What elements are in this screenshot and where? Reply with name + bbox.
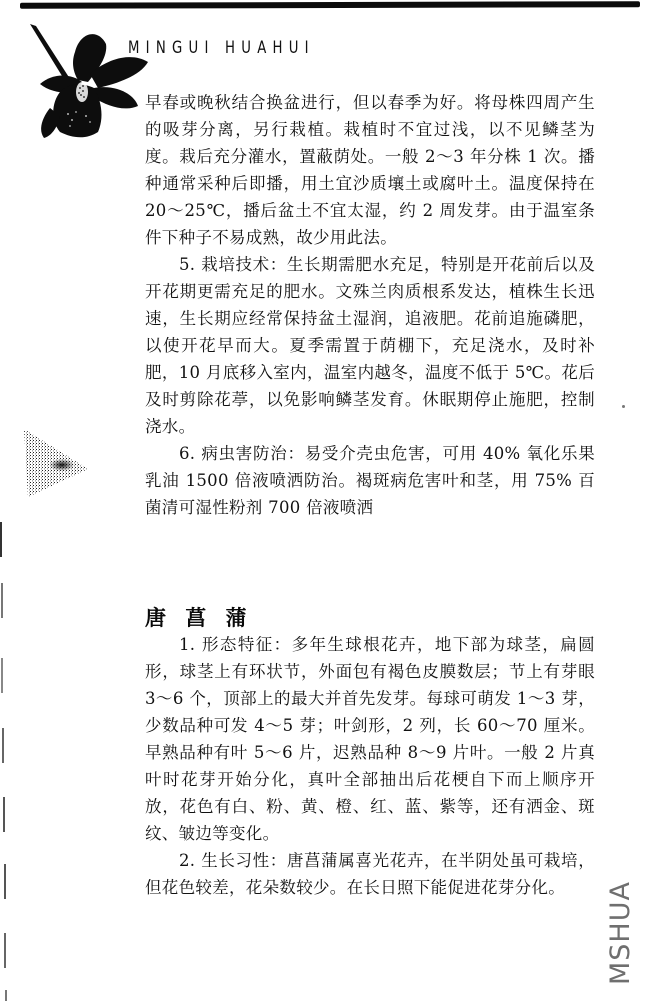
binding-edge-marks — [0, 500, 12, 1001]
paragraph-propagation: 早春或晚秋结合换盆进行，但以春季为好。将母株四周产生的吸芽分离，另行栽植。栽植时不宜过浅，以不见鳞茎为度。栽后充分灌水，置蔽荫处。一般 2～3 年分株 1 次。播种通常采种后即播，用土宜沙质壤土或腐叶土。温度保持在 20～25℃，播后盆土不宜太湿，约 2 周发芽。由于温室条件下种子不易成熟，故少用此法。 — [145, 93, 595, 247]
gladiolus-section-body — [145, 631, 595, 901]
edge-mark — [4, 864, 6, 899]
dithered-triangle-ornament-icon — [18, 425, 93, 500]
previous-section-body — [145, 89, 595, 521]
scan-speck — [622, 405, 625, 408]
paragraph-cultivation: 5. 栽培技术：生长期需肥水充足，特别是开花前后以及开花期更需充足的肥水。文殊兰肉质根系发达，植株生长迅速，生长期应经常保持盆土湿润，追液肥。花前追施磷肥，以使开花早而大。夏季需置于荫棚下，充足浇水，及时补肥，10 月底移入室内，温室内越冬，温度不低于 5℃。花后及时剪除花葶，以免影响鳞茎发育。休眠期停止施肥，控制浇水。 — [145, 255, 595, 436]
section-title-gladiolus: 唐 菖 蒲 — [145, 605, 253, 630]
edge-mark — [3, 797, 5, 832]
running-head-title: MINGUI HUAHUI — [128, 38, 315, 58]
edge-mark — [4, 933, 6, 968]
edge-mark — [2, 728, 4, 763]
paragraph-morphology: 1. 形态特征：多年生球根花卉，地下部为球茎，扁圆形，球茎上有环状节，外面包有褐色皮膜数层；节上有芽眼 3～6 个，顶部上的最大并首先发芽。每球可萌发 1～3 芽，少数品种可发 4～5 芽；叶剑形，2 列，长 60～70 厘米。早熟品种有叶 5～6 片，迟熟品种 8～9 片叶。一般 2 片真叶时花芽开始分化，真叶全部抽出后花梗自下而上顺序开放，花色有白、粉、黄、橙、红、蓝、紫等，还有洒金、斑纹、皱边等变化。 — [145, 635, 595, 843]
paragraph-pest-control: 6. 病虫害防治：易受介壳虫危害，可用 40% 氧化乐果乳油 1500 倍液喷洒防治。褐斑病危害叶和茎，用 75% 百菌清可湿性粉剂 700 倍液喷洒 — [145, 444, 595, 517]
top-rule-divider — [20, 1, 640, 9]
edge-mark — [1, 583, 3, 618]
edge-mark — [1, 658, 3, 693]
edge-mark — [5, 990, 7, 1001]
paragraph-growth-habit: 2. 生长习性：唐菖蒲属喜光花卉，在半阴处虽可栽培，但花色较差，花朵数较少。在长日照下能促进花芽分化。 — [145, 851, 595, 897]
edge-mark — [0, 522, 2, 557]
watermark-text: MSHUA — [605, 881, 636, 985]
